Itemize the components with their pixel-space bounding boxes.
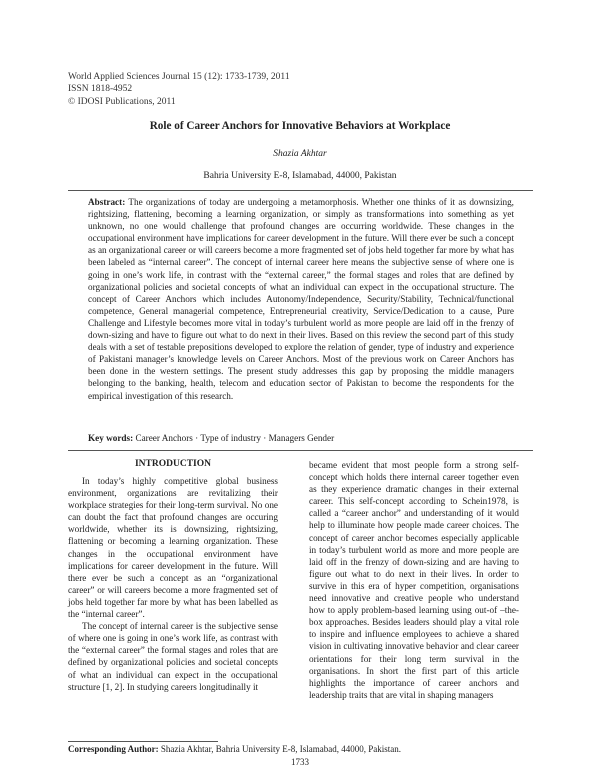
corresponding-author-note (68, 744, 401, 754)
introduction-heading: INTRODUCTION (134, 459, 211, 469)
keywords-text: Career Anchors · Type of industry · Managers Gender (135, 433, 335, 443)
intro-paragraph-1: In today’s highly competitive global business environment, organizations are revitalizing their workplace strategies for their long-term survival. No one can doubt the fact that profound changes are occuring worldwide, whether its is downsizing, rightsizing, flattening or becoming a learning organization. These changes in the occupational environment have implications for career development in the future. Will there ever be such a concept as an “organizational career” or will careers become a more fragmented set of jobs held together far more by what has been labelled as the “internal career”. (68, 476, 278, 620)
intro-paragraph-2: The concept of internal career is the subjective sense of where one is going in one’s work life, as contrast with the “external career” the formal stages and roles that are defined by organizational policies and societal concepts of what an individual can expect in the occupational structure [1, 2]. In studying careers longitudinally it (68, 621, 278, 692)
intro-paragraph-3: became evident that most people form a strong self-concept which holds there internal career together even as they experience dramatic changes in their external career. This self-concept according to Schein1978, is called a “career anchor” and understanding of it would help to illuminate how people made career choices. The concept of career anchor becomes especially applicable in today’s turbulent world as more and more people are laid off in the frenzy of down-sizing and are having to figure out what to do next in their lives. In order to survive in this era of hyper competition, organisations need innovative and creative people who understand how to apply problem-based learning using out-of –the-box approaches. Besides leaders should play a vital role to inspire and influence employees to achieve a shared vision in cultivating innovative behavior and clear career orientations for their long term survival in the organisations. In short the first part of this article highlights the importance of career anchors and leadership traits that are vital in shaping managers (309, 460, 519, 700)
right-column (309, 459, 519, 701)
journal-copyright: © IDOSI Publications, 2011 (68, 96, 176, 107)
abstract (88, 196, 514, 402)
keywords-bottom-rule (68, 450, 533, 451)
abstract-text: The organizations of today are undergoing a metamorphosis. Whether one thinks of it as downsizing, rightsizing, flattening, becoming a learning organization, or simply as transformations into something as yet unknown, no one would challenge that profound changes are occurring worldwide. These changes in the occupational environment have implications for career development in the future. Will there ever be such a concept as an organizational career or will careers become a more fragmented set of jobs held together far more by what has been labeled as “internal career”. The concept of internal career here means the subjective sense of where one is going in one’s work life, in contrast with the “external career,” the formal stages and roles that are defined by organizational policies and societal concepts of what an individual can expect in the occupational structure. The concept of Career Anchors which includes Autonomy/Independence, Security/Stability, Technical/functional competence, General managerial competence, Entrepreneurial creativity, Service/Dedication to a cause, Pure Challenge and Lifestyle becomes more vital in today’s turbulent world as more people are laid off in the frenzy of down-sizing and have to figure out what to do next in their lives. Based on this review the second part of this study deals with a set of testable prepositions developed to explore the relation of gender, type of industry and experience of Pakistani manager’s knowledge levels on Career Anchors. Most of the previous work on Career Anchors has been done in the western settings. The present study addresses this gap by proposing the middle managers belonging to the banking, health, telecom and education sector of Pakistan to become the respondents for the empirical investigation of this research. (88, 197, 514, 401)
journal-header (68, 71, 290, 108)
page-number: 1733 (291, 757, 309, 767)
abstract-top-rule (68, 190, 533, 191)
footnote-rule (68, 741, 218, 742)
footnote-text: Shazia Akhtar, Bahria University E-8, Islamabad, 44000, Pakistan. (160, 744, 401, 754)
paper-author: Shazia Akhtar (273, 149, 327, 159)
keywords (88, 433, 514, 443)
left-column (68, 475, 278, 693)
journal-citation: World Applied Sciences Journal 15 (12): 1733-1739, 2011 (68, 72, 290, 82)
journal-issn: ISSN 1818-4952 (68, 84, 133, 95)
footnote-label: Corresponding Author: (68, 744, 159, 754)
author-affiliation: Bahria University E-8, Islamabad, 44000, Pakistan (203, 171, 397, 181)
paper-title: Role of Career Anchors for Innovative Behaviors at Workplace (149, 120, 451, 132)
abstract-label: Abstract: (88, 197, 126, 207)
keywords-label: Key words: (88, 433, 134, 443)
